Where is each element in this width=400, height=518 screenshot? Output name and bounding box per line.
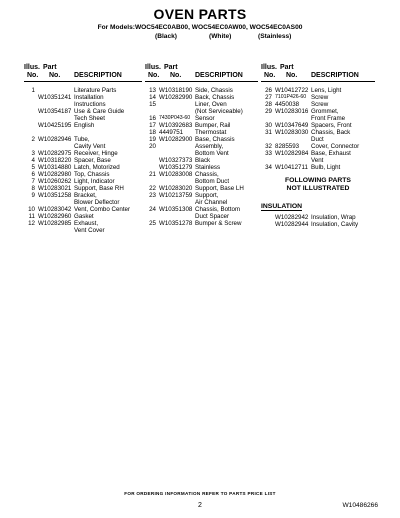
part-number: W10412722 [275,87,309,94]
part-description: Front Frame [311,115,346,122]
part-description: Cavity Vent [74,143,106,150]
header-rule [24,81,142,82]
parts-row [261,164,375,171]
part-description: Duct Spacer [195,213,230,220]
part-description: Assembly, [195,143,224,150]
notice-line: FOLLOWING PARTS [285,177,351,184]
part-description: Instructions [74,101,106,108]
parts-row [145,122,258,129]
parts-row [24,101,142,108]
part-description: Liner, Oven [195,101,227,108]
parts-row [24,213,142,220]
parts-row [24,115,142,122]
parts-row [145,178,258,185]
part-number: W10283020 [159,185,193,192]
parts-row [145,164,258,171]
illus-number: 23 [149,192,156,199]
parts-row [24,171,142,178]
parts-row [24,129,142,136]
header-part: Part [43,64,57,71]
parts-row [24,227,142,234]
parts-row [261,150,375,157]
parts-row [145,87,258,94]
part-number: W10282944 [275,221,309,228]
header-illus: Illus. [145,64,161,71]
part-number: 4450038 [275,101,300,108]
part-description: English [74,122,95,129]
header-part: Part [280,64,294,71]
parts-row [145,157,258,164]
illus-number: 19 [149,136,156,143]
header-no: No. [170,71,182,79]
part-description: Grommet, [311,108,339,115]
parts-row [145,108,258,115]
part-number: W10351279 [159,164,193,171]
variant-black: (Black) [155,33,177,40]
part-description: Tube, [74,136,90,143]
part-number: W10283030 [275,129,309,136]
header-rule [261,81,375,82]
parts-row [261,157,375,164]
header-no: No. [148,71,160,79]
illus-number: 27 [265,94,272,101]
part-description: Side, Chassis [195,87,233,94]
part-description: Vent Cover [74,227,105,234]
parts-row [24,206,142,213]
illus-number: 14 [149,94,156,101]
parts-row [261,143,375,150]
insulation-list [261,214,375,228]
illus-number: 18 [149,129,156,136]
part-description: Installation [74,94,104,101]
part-number: W10351278 [159,220,193,227]
illus-number: 17 [149,122,156,129]
illus-number: 1 [31,87,35,94]
part-description: Insulation, Wrap [311,214,356,221]
part-description: Stainless [195,164,221,171]
header-part: Part [164,64,178,71]
parts-row [145,199,258,206]
part-description: Sensor [195,115,215,122]
part-description: Support, [195,192,219,199]
illus-number: 26 [265,87,272,94]
part-description: Literature Parts [74,87,117,94]
part-description: Black [195,157,211,164]
part-number: W10282960 [38,213,72,220]
parts-row [145,150,258,157]
model-list: For Models:WOC54EC0AB00, WOC54EC0AW00, WOC54EC0AS00 [97,24,303,31]
illus-number: 24 [149,206,156,213]
part-description: Spacer, Base [74,157,111,164]
parts-row [24,143,142,150]
part-number: W10260262 [38,178,72,185]
parts-row [24,164,142,171]
page-number: 2 [198,502,202,509]
illus-number: 2 [31,136,35,143]
insulation-heading [261,203,375,210]
part-description: Chassis, Bottom [195,206,241,213]
illus-number: 10 [28,206,35,213]
part-description: Back, Chassis [195,94,235,101]
parts-row [261,108,375,115]
part-number: W10282900 [159,136,193,143]
illus-number: 29 [265,108,272,115]
illus-number: 21 [149,171,156,178]
part-description: Vent, Combo Center [74,206,131,213]
part-description: Screw [311,94,329,101]
part-description: Insulation, Cavity [311,221,359,228]
parts-row [145,136,258,143]
part-number: W10392683 [159,122,193,129]
variant-stainless: (Stainless) [258,33,292,40]
parts-row [145,185,258,192]
parts-row [24,94,142,101]
part-number: W10282946 [38,136,72,143]
document-number: W10486266 [342,502,378,509]
part-description: Exhaust, [74,220,99,227]
page-title: OVEN PARTS [153,6,247,22]
parts-row [261,214,375,221]
parts-row [24,192,142,199]
part-description: Bulb, Light [311,164,341,171]
illus-number: 3 [31,150,35,157]
header-rule [145,81,258,82]
part-number: W10283021 [38,185,72,192]
illus-number: 4 [31,157,35,164]
part-number: W10327373 [159,157,193,164]
parts-row [261,87,375,94]
part-description: Spacers, Front [311,122,352,129]
part-number: W10351241 [38,94,72,101]
parts-list [261,87,375,171]
parts-row [145,129,258,136]
part-number: W10282990 [159,94,193,101]
parts-row [24,178,142,185]
part-description: Support, Base LH [195,185,244,192]
parts-row [145,115,258,122]
parts-row [24,185,142,192]
parts-row [24,87,142,94]
parts-row [145,220,258,227]
illus-number: 25 [149,220,156,227]
column-header [145,64,258,81]
illus-number: 20 [149,143,156,150]
part-number: W10213759 [159,192,193,199]
illus-number: 7 [31,178,35,185]
part-description: Use & Care Guide [74,108,125,115]
parts-row [24,136,142,143]
illus-number: 31 [265,129,272,136]
part-description: Vent [311,157,324,164]
not-illustrated-notice [261,177,375,193]
part-description: Lens, Light [311,87,342,94]
part-number: W10282942 [275,214,309,221]
part-number: W10351258 [38,192,72,199]
part-number: 8285593 [275,143,300,150]
parts-column-3 [261,64,375,228]
part-description: Chassis, [195,171,219,178]
part-description: Blower Deflector [74,199,120,206]
part-description: Duct [311,136,324,143]
part-number: W10282984 [275,150,309,157]
part-number: W10282975 [38,150,72,157]
parts-row [24,157,142,164]
part-description: Light, Indicator [74,178,115,185]
illus-number: 12 [28,220,35,227]
part-description: Air Channel [195,199,228,206]
part-description: Bumper, Rail [195,122,231,129]
parts-row [145,213,258,220]
parts-row [24,199,142,206]
header-no: No. [286,71,298,79]
illus-number: 5 [31,164,35,171]
parts-row [261,129,375,136]
part-number: W10282980 [38,171,72,178]
part-number: W10318190 [159,87,193,94]
parts-row [145,143,258,150]
parts-row [145,101,258,108]
column-header [24,64,142,81]
parts-row [24,108,142,115]
part-description: Bracket, [74,192,97,199]
parts-row [145,192,258,199]
illus-number: 34 [265,164,272,171]
header-no: No. [264,71,276,79]
part-number: W10354187 [38,108,72,115]
parts-column-1 [24,64,142,234]
parts-row [261,122,375,129]
part-description: Bumper & Screw [195,220,242,227]
illus-number: 16 [149,115,156,122]
part-number: W10351308 [159,206,193,213]
parts-row [261,94,375,101]
parts-row [261,101,375,108]
parts-row [261,221,375,228]
illus-number: 32 [265,143,272,150]
insulation-heading-text: INSULATION [261,203,303,210]
part-description: Screw [311,101,329,108]
illus-number: 28 [265,101,272,108]
part-description: Support, Base RH [74,185,124,192]
part-number: W10425195 [38,122,72,129]
part-description: Bottom Duct [195,178,230,185]
header-description: DESCRIPTION [311,71,359,79]
part-description: Cover, Connector [311,143,360,150]
part-number: W10283016 [275,108,309,115]
header-illus: Illus. [24,64,40,71]
ordering-info: FOR ORDERING INFORMATION REFER TO PARTS PRICE LIST [124,491,276,496]
part-number: W10282985 [38,220,72,227]
illus-number: 9 [31,192,35,199]
part-number: W10314880 [38,164,72,171]
illus-number: 30 [265,122,272,129]
part-description: (Not Serviceable) [195,108,243,115]
part-number: W10283042 [38,206,72,213]
header-no: No. [49,71,61,79]
parts-row [261,115,375,122]
part-description: Top, Chassis [74,171,110,178]
parts-row [145,94,258,101]
header-illus: Illus. [261,64,277,71]
illus-number: 22 [149,185,156,192]
part-description: Gasket [74,213,94,220]
part-description: Receiver, Hinge [74,150,118,157]
parts-row [145,171,258,178]
illus-number: 13 [149,87,156,94]
part-number: 7430P043-60 [159,115,191,121]
variant-white: (White) [209,33,232,40]
part-number: 4449751 [159,129,184,136]
illus-number: 15 [149,101,156,108]
parts-row [24,220,142,227]
parts-row [24,150,142,157]
parts-list [145,87,258,227]
part-number: W10283008 [159,171,193,178]
part-description: Chassis, Back [311,129,351,136]
parts-row [24,122,142,129]
illus-number: 6 [31,171,35,178]
part-description: Base, Exhaust [311,150,351,157]
part-description: Bottom Vent [195,150,229,157]
illus-number: 8 [31,185,35,192]
part-description: Base, Chassis [195,136,235,143]
part-description: Thermostat [195,129,227,136]
parts-list [24,87,142,234]
part-description: Tech Sheet [74,115,105,122]
illus-number: 11 [28,213,35,220]
header-description: DESCRIPTION [195,71,243,79]
part-description: Latch, Motorized [74,164,120,171]
header-description: DESCRIPTION [74,71,122,79]
illus-number: 33 [265,150,272,157]
part-number: 7101P426-60 [275,94,307,100]
parts-column-2 [145,64,258,227]
part-number: W10412711 [275,164,308,171]
part-number: W10347649 [275,122,309,129]
parts-row [145,206,258,213]
part-number: W10318220 [38,157,72,164]
notice-line: NOT ILLUSTRATED [286,185,350,192]
header-no: No. [27,71,39,79]
column-header [261,64,375,81]
parts-row [261,136,375,143]
